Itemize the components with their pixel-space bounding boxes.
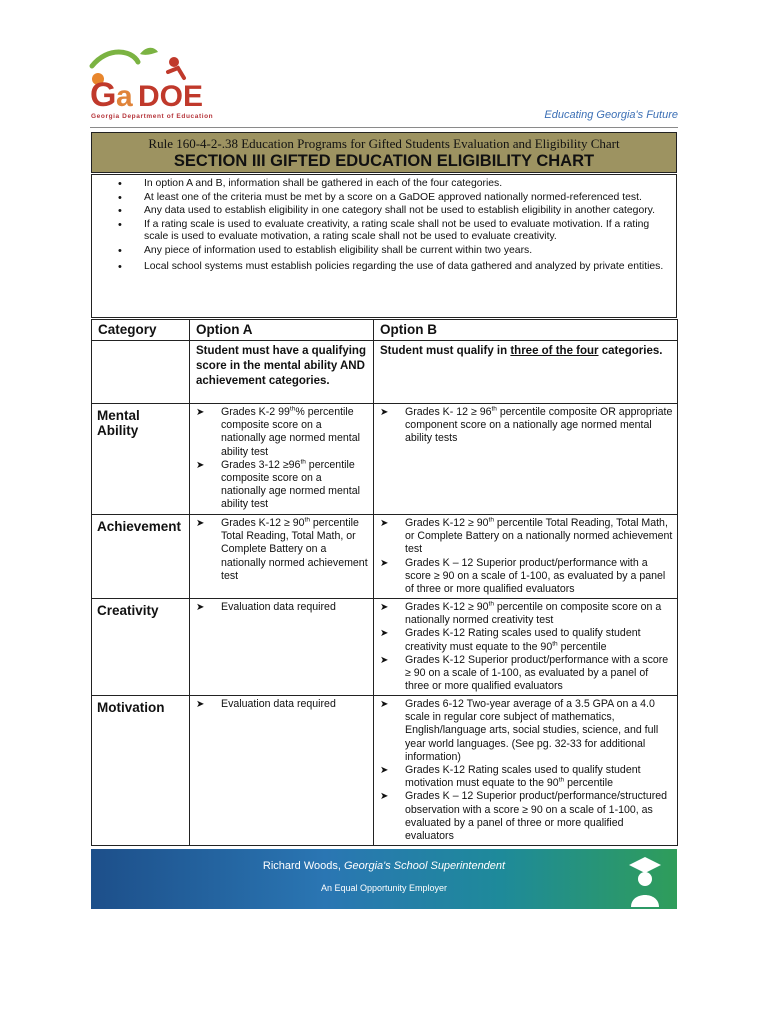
bullet-icon: • [118, 244, 122, 257]
bullet-icon: • [118, 205, 122, 218]
note-item: • Local school systems must establish policies regarding the use of data gathered and analyzed by private entities. [118, 260, 664, 273]
bullet-icon: • [118, 178, 122, 190]
motivation-option-b [374, 696, 678, 846]
bullet-icon: • [118, 218, 122, 231]
category-motivation: Motivation [92, 696, 190, 846]
note-item: • At least one of the criteria must be met by a score on a GaDOE approved nationally normed-referenced test. [118, 191, 642, 204]
criteria-item: ➤ Grades K – 12 Superior product/performance with a score ≥ 90 on a scale of 1-100, as evaluated by a panel of three or more qualified evaluators [380, 556, 666, 596]
header-option-b: Option B [374, 320, 678, 341]
section-title: SECTION III GIFTED EDUCATION ELIGIBILITY CHART [173, 152, 595, 170]
svg-text:DOE: DOE [138, 80, 204, 113]
chevron-right-icon: ➤ [380, 628, 389, 640]
svg-text:G: G [90, 76, 117, 114]
criteria-item: ➤ Grades 6-12 Two-year average of a 3.5 GPA on a 4.0 scale in regular core subject of mathematics, English/language arts, social studies, science, and full year world languages. (See pg. 32-33 for additional information) [380, 698, 659, 763]
chevron-right-icon: ➤ [196, 407, 205, 418]
criteria-item: ➤ Grades K-12 Rating scales used to qualify student motivation must equate to the 90th percentile [380, 764, 641, 790]
svg-text:a: a [116, 80, 133, 113]
criteria-item: ➤ Grades K-12 ≥ 90th percentile Total Reading, Total Math, or Complete Battery on a nationally normed achievement test [380, 516, 673, 556]
criteria-item: ➤ Grades K-12 Rating scales used to qualify student creativity must equate to the 90th percentile [380, 627, 641, 653]
chevron-right-icon: ➤ [196, 518, 205, 529]
footer-banner [91, 849, 677, 909]
note-item: • Any piece of information used to establish eligibility shall be current within two years. [118, 244, 533, 257]
creativity-option-b [374, 599, 678, 696]
chevron-right-icon: ➤ [380, 654, 389, 666]
header-category: Category [92, 320, 190, 341]
tagline: Educating Georgia's Future [544, 109, 678, 121]
category-mental-ability: Mental Ability [92, 404, 190, 515]
employer-line: An Equal Opportunity Employer [320, 883, 448, 893]
logo-subtitle: Georgia Department of Education [91, 113, 214, 120]
criteria-item: ➤ Grades 3-12 ≥96th percentile composite score on a nationally age normed mental ability test [196, 458, 360, 511]
title-box [91, 132, 677, 173]
chevron-right-icon: ➤ [380, 518, 389, 529]
criteria-item: ➤ Grades K – 12 Superior product/performance/structured observation with a score ≥ 90 on a scale of 1-100, as evaluated by a panel of three or more qualified evaluators [380, 790, 668, 843]
mental-option-b [374, 404, 678, 515]
chevron-right-icon: ➤ [196, 459, 205, 471]
table-row [92, 404, 678, 515]
creativity-option-a [190, 599, 374, 696]
table-row [92, 515, 678, 599]
chevron-right-icon: ➤ [380, 407, 389, 418]
motivation-option-a [190, 696, 374, 846]
intro-empty-cell [92, 341, 190, 404]
graduate-icon [623, 853, 667, 907]
criteria-item: ➤ Grades K-12 ≥ 90th percentile on composite score on a nationally normed creativity test [380, 600, 662, 627]
header-option-a: Option A [190, 320, 374, 341]
header-divider [90, 127, 678, 128]
gadoe-logo [88, 44, 238, 122]
intro-option-a: Student must have a qualifying score in the mental ability AND achievement categories. [190, 341, 374, 404]
note-item: • In option A and B, information shall be gathered in each of the four categories. [118, 178, 503, 190]
achievement-option-b [374, 515, 678, 599]
note-item: • Any data used to establish eligibility in one category shall not be used to establish eligibility in another category. [118, 205, 655, 218]
eligibility-table [91, 319, 678, 846]
criteria-item: ➤ Grades K-12 ≥ 90th percentile Total Reading, Total Math, or Complete Battery on a nationally normed achievement test [196, 516, 368, 582]
table-row [92, 696, 678, 846]
criteria-item: ➤ Evaluation data required [196, 601, 336, 613]
table-row [92, 599, 678, 696]
chevron-right-icon: ➤ [380, 602, 389, 613]
table-header-row [92, 320, 678, 341]
criteria-item: ➤ Grades K-2 99th% percentile composite score on a nationally age normed mental ability test [196, 405, 360, 458]
category-creativity: Creativity [92, 599, 190, 696]
rule-title: Rule 160-4-2-.38 Education Programs for Gifted Students Evaluation and Eligibility Chart [148, 136, 620, 151]
achievement-option-a [190, 515, 374, 599]
superintendent-line: Richard Woods, Georgia's School Superintendent [262, 860, 506, 872]
mental-option-a [190, 404, 374, 515]
intro-row [92, 341, 678, 404]
criteria-item: ➤ Grades K- 12 ≥ 96th percentile composite OR appropriate component score on a nationally age normed mental ability tests [380, 405, 673, 445]
criteria-item: ➤ Grades K-12 Superior product/performance with a score ≥ 90 on a scale of 1-100, as evaluated by a panel of three or more qualified evaluators [380, 653, 669, 693]
bullet-icon: • [118, 260, 122, 273]
notes-box [91, 174, 677, 318]
chevron-right-icon: ➤ [196, 602, 205, 613]
chevron-right-icon: ➤ [380, 765, 389, 777]
chevron-right-icon: ➤ [196, 699, 205, 710]
intro-option-b: Student must qualify in three of the four categories. [374, 341, 678, 404]
chevron-right-icon: ➤ [380, 699, 389, 710]
bullet-icon: • [118, 191, 122, 204]
chevron-right-icon: ➤ [380, 557, 389, 569]
chevron-right-icon: ➤ [380, 791, 389, 803]
note-item: • If a rating scale is used to evaluate creativity, a rating scale shall not be used to evaluate motivation. If a rating scale is used to evaluate motivation, a rating scale shall not be used to evaluate creativity. [118, 218, 650, 243]
category-achievement: Achievement [92, 515, 190, 599]
criteria-item: ➤ Evaluation data required [196, 698, 336, 710]
